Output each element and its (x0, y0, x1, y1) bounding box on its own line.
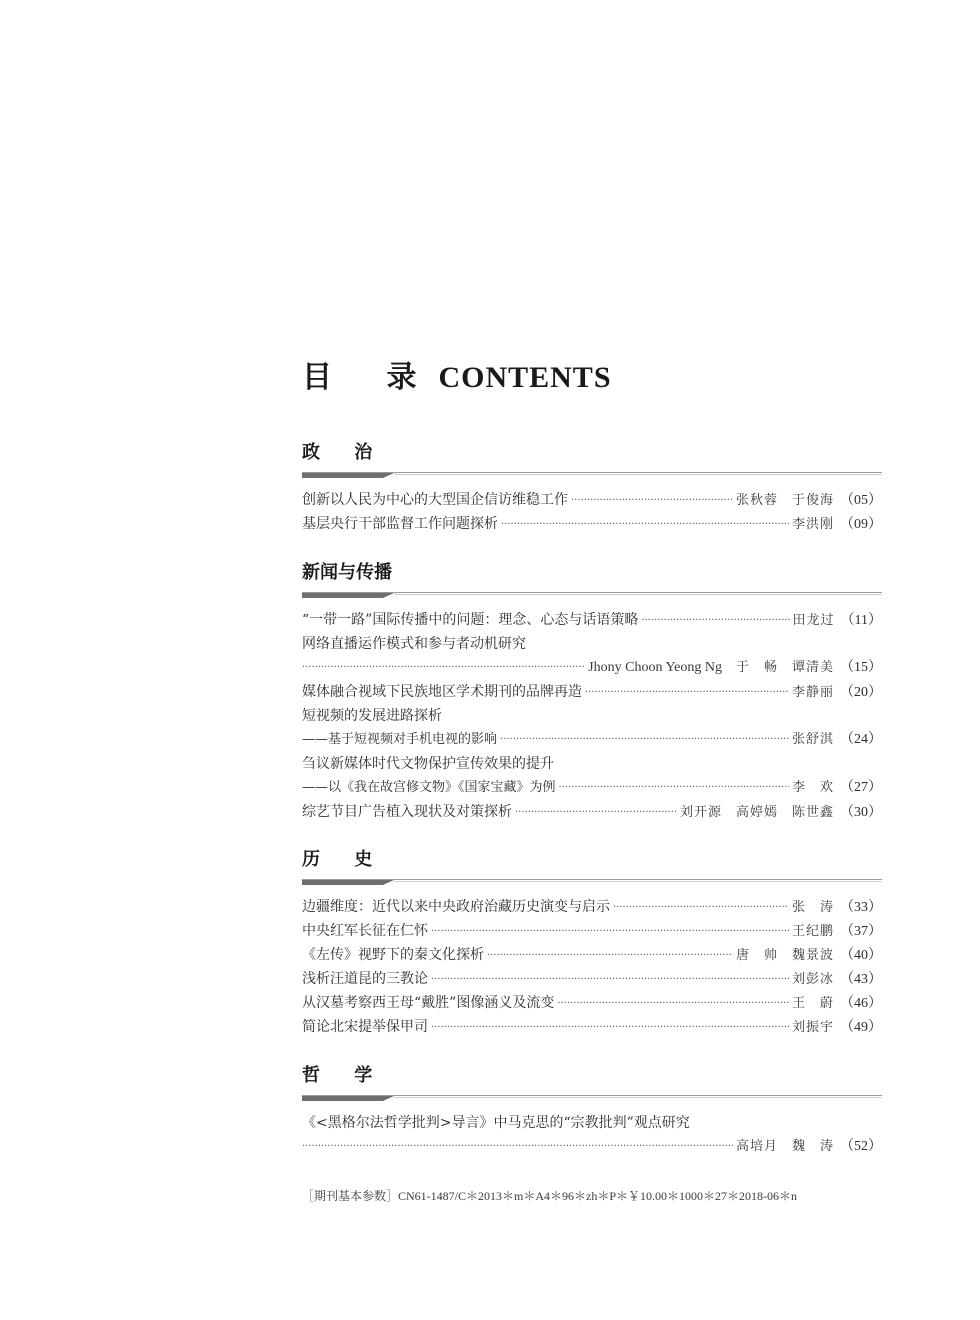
toc-entry[interactable] (302, 919, 882, 943)
leader-dots (500, 728, 789, 752)
entry-page: （30） (840, 805, 882, 820)
entry-title: 边疆维度：近代以来中央政府治藏历史演变与启示 (302, 899, 610, 915)
toc-entry-title-line[interactable] (302, 1111, 882, 1135)
entry-subtitle: ——以《我在故宫修文物》《国家宝藏》为例 (302, 780, 556, 795)
entry-page: （49） (840, 1020, 882, 1035)
section-heading: 哲 学 (302, 1065, 387, 1086)
toc-entry-subtitle-line[interactable] (302, 776, 882, 800)
toc-entry-title-line[interactable] (302, 704, 882, 728)
journal-parameters: ［期刊基本参数］CN61-1487/C＊2013＊m＊A4＊96＊zh＊P＊￥10.00＊1000＊27＊2018-06＊n (302, 1189, 798, 1203)
leader-dots (487, 944, 733, 968)
entry-page: （37） (840, 924, 882, 939)
entry-author: 刘振宇 (791, 1020, 834, 1035)
section-heading: 新闻与传播 (302, 562, 392, 583)
leader-dots (613, 896, 789, 920)
entry-page: （05） (840, 493, 882, 508)
toc-entry-title-line[interactable] (302, 632, 882, 656)
leader-dots (515, 801, 677, 825)
toc-entry[interactable] (302, 512, 882, 536)
entry-page: （46） (840, 996, 882, 1011)
leader-dots (559, 776, 789, 800)
entry-page: （33） (840, 900, 882, 915)
entry-title: 基层央行干部监督工作问题探析 (302, 516, 498, 532)
entry-title: 网络直播运作模式和参与者动机研究 (302, 636, 526, 652)
entry-page: （24） (840, 732, 882, 747)
entry-page: （11） (840, 613, 882, 628)
toc-entry[interactable] (302, 943, 882, 967)
leader-dots (641, 609, 789, 633)
entry-title: 《<黑格尔法哲学批判>导言》中马克思的“宗教批判”观点研究 (302, 1115, 690, 1131)
entry-author: 张舒淇 (791, 732, 834, 747)
toc-entry[interactable] (302, 967, 882, 991)
entry-page: （40） (840, 948, 882, 963)
entry-page: （27） (840, 780, 882, 795)
leader-dots (431, 968, 789, 992)
leader-dots (431, 920, 789, 944)
entry-author: 李洪刚 (791, 517, 834, 532)
entry-title: 简论北宋提举保甲司 (302, 1019, 428, 1035)
page-title (302, 352, 612, 396)
entry-title: 中央红军长征在仁怀 (302, 923, 428, 939)
section-rule (302, 1093, 882, 1103)
section-rule (302, 470, 882, 480)
toc-entry[interactable] (302, 1015, 882, 1039)
entry-author-english: Jhony Choon Yeong Ng (588, 660, 722, 675)
entry-title: 综艺节目广告植入现状及对策探析 (302, 804, 512, 820)
entry-author: 刘开源 高婷嫣 陈世鑫 (679, 805, 834, 820)
entry-author: 张秋蓉 于俊海 (735, 493, 834, 508)
entry-title: 短视频的发展进路探析 (302, 708, 442, 724)
entry-title: 浅析汪道昆的三教论 (302, 971, 428, 987)
toc-entry-author-line[interactable] (302, 656, 882, 680)
entry-author: 王纪鹏 (791, 924, 834, 939)
leader-dots (302, 1135, 733, 1159)
toc-entry-author-line[interactable] (302, 1135, 882, 1159)
entry-page: （20） (840, 685, 882, 700)
section-heading: 历 史 (302, 849, 387, 870)
entry-subtitle: ——基于短视频对手机电视的影响 (302, 732, 498, 747)
leader-dots (302, 656, 585, 680)
entry-page: （15） (840, 660, 882, 675)
leader-dots (431, 1016, 789, 1040)
entry-page: （43） (840, 972, 882, 987)
toc-entry-subtitle-line[interactable] (302, 728, 882, 752)
entry-page: （52） (840, 1139, 882, 1154)
section-rule (302, 877, 882, 887)
entry-title: 从汉墓考察西王母“戴胜”图像涵义及流变 (302, 995, 555, 1011)
leader-dots (501, 513, 789, 537)
toc-entry[interactable] (302, 895, 882, 919)
entry-author: 李 欢 (791, 780, 834, 795)
toc-entry[interactable] (302, 800, 882, 824)
section-rule (302, 590, 882, 600)
entry-title: 刍议新媒体时代文物保护宣传效果的提升 (302, 756, 554, 772)
entry-title: “一带一路”国际传播中的问题：理念、心态与话语策略 (302, 612, 639, 628)
entry-title: 媒体融合视域下民族地区学术期刊的品牌再造 (302, 684, 582, 700)
title-english: CONTENTS (438, 361, 612, 394)
toc-entry[interactable] (302, 488, 882, 512)
entry-author: 于 畅 谭清美 (735, 660, 834, 675)
title-chinese: 目 录 (302, 360, 439, 395)
leader-dots (557, 992, 789, 1016)
entry-author: 田龙过 (792, 613, 835, 628)
entry-author: 唐 帅 魏景波 (735, 948, 834, 963)
leader-dots (571, 489, 733, 513)
entry-author: 刘彭冰 (791, 972, 834, 987)
toc-entry-title-line[interactable] (302, 752, 882, 776)
entry-page: （09） (840, 517, 882, 532)
entry-title: 创新以人民为中心的大型国企信访维稳工作 (302, 492, 568, 508)
toc-entry[interactable] (302, 991, 882, 1015)
toc-entry[interactable] (302, 608, 882, 632)
section-heading: 政 治 (302, 442, 387, 463)
toc-entry[interactable] (302, 680, 882, 704)
entry-author: 高培月 魏 涛 (735, 1139, 834, 1154)
section-history (302, 847, 882, 1039)
entry-author: 张 涛 (791, 900, 834, 915)
section-philosophy (302, 1063, 882, 1159)
section-media (302, 560, 882, 824)
entry-author: 王 蔚 (791, 996, 834, 1011)
section-politics (302, 440, 882, 536)
entry-title: 《左传》视野下的秦文化探析 (302, 947, 484, 963)
leader-dots (585, 681, 789, 705)
entry-author: 李静丽 (791, 685, 834, 700)
